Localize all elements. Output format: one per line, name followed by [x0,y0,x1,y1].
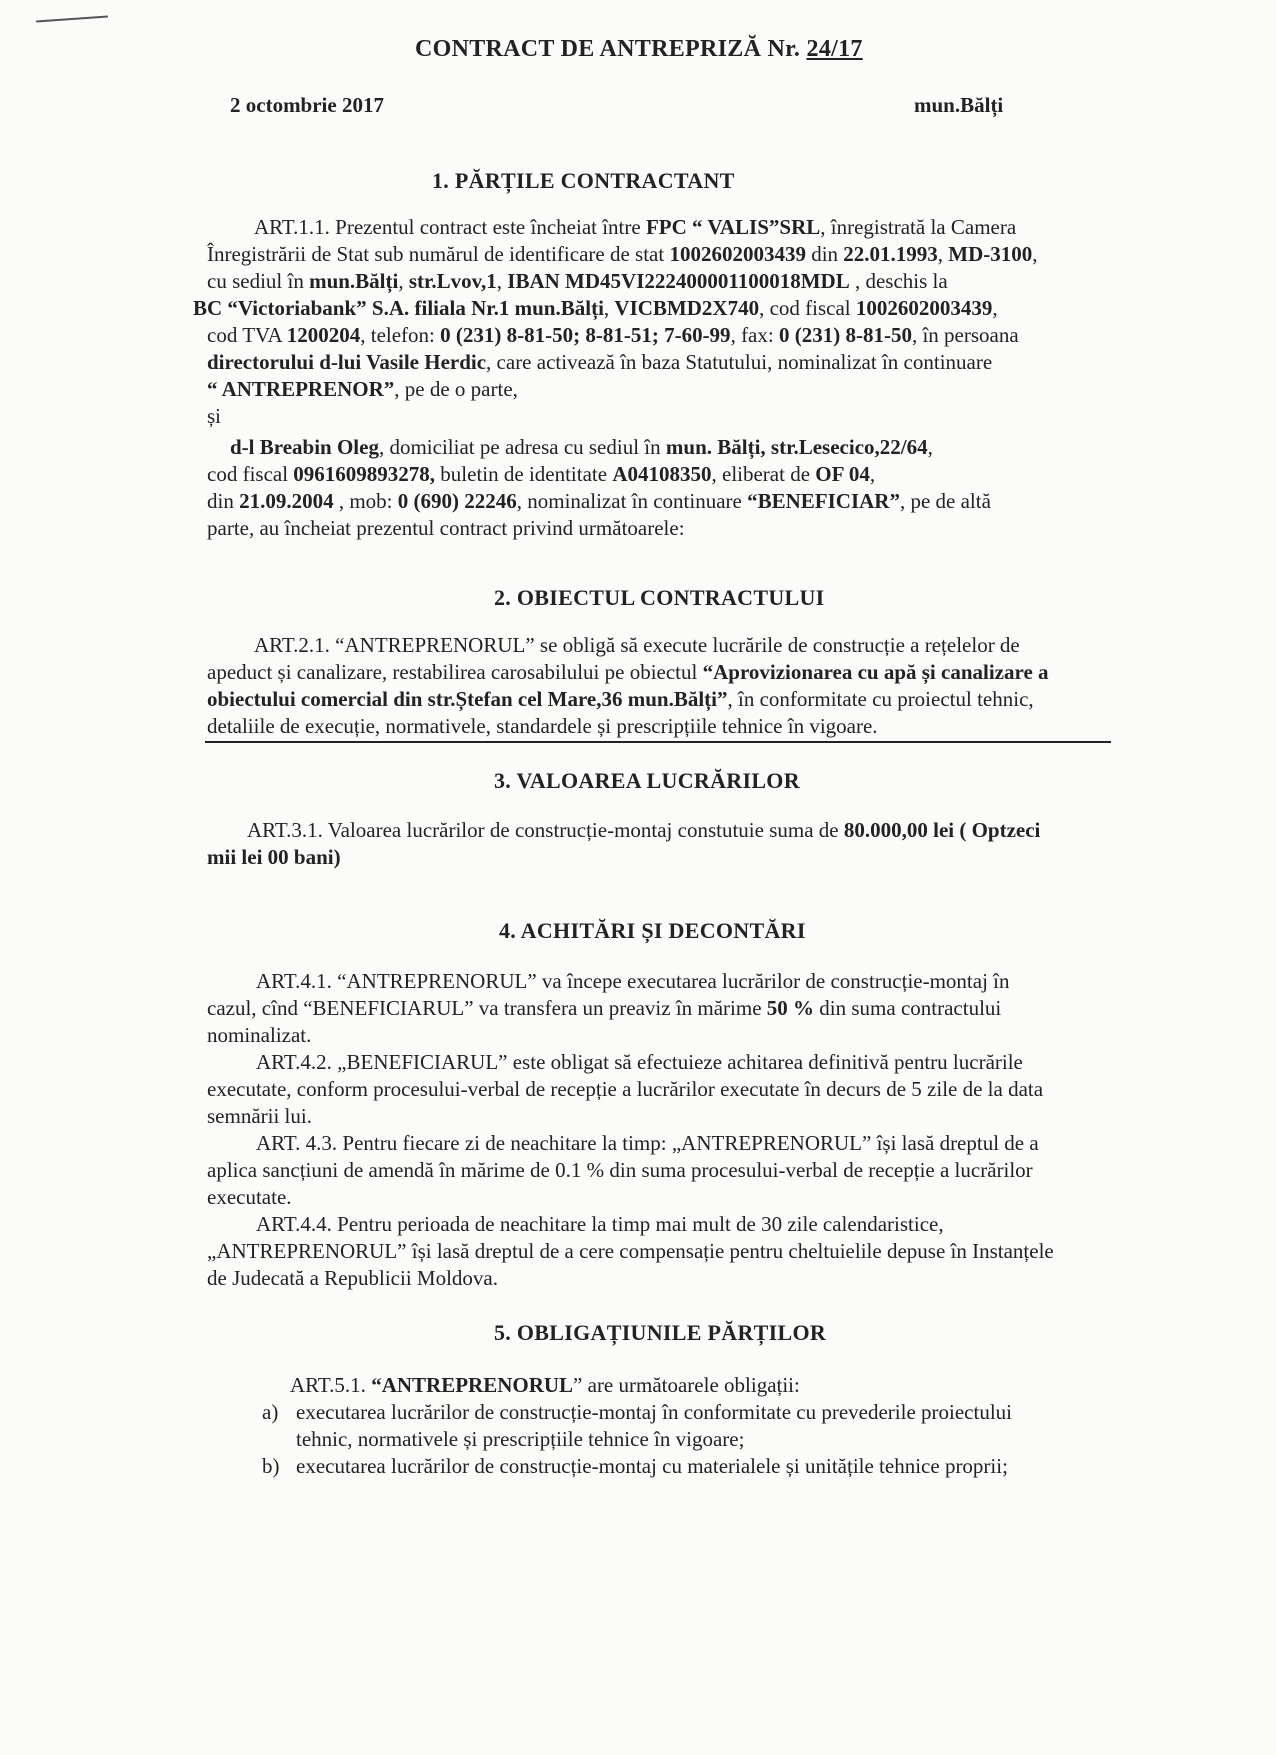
art-4-4-line-2: „ANTREPRENORUL” își lasă dreptul de a cere compensație pentru cheltuielile depuse în Instanțele [207,1239,1054,1263]
section-5-heading: 5. OBLIGAȚIUNILE PĂRȚILOR [494,1320,827,1345]
list-marker-b: b) [262,1454,280,1478]
art-4-2-line-3: semnării lui. [207,1104,312,1128]
art-2-1-line-4: detaliile de execuție, normativele, standardele și prescripțiile tehnice în vigoare. [207,714,878,738]
art-1-1-line-1: ART.1.1. Prezentul contract este încheiat între FPC “ VALIS”SRL, înregistrată la Camera [254,215,1017,239]
art-2-1-line-2: apeduct și canalizare, restabilirea carosabilului pe obiectul “Aprovizionarea cu apă și canalizare a [207,660,1049,684]
scan-mark [36,15,108,22]
obligation-a-line-1: executarea lucrărilor de construcție-montaj în conformitate cu prevederile proiectului [296,1400,1012,1424]
art-4-1-line-1: ART.4.1. “ANTREPRENORUL” va începe executarea lucrărilor de construcție-montaj în [256,969,1010,993]
contract-number: 24/17 [806,36,863,62]
art-1-1-line-11: din 21.09.2004 , mob: 0 (690) 22246, nominalizat în continuare “BENEFICIAR”, pe de altă [207,489,991,513]
title-text: CONTRACT DE ANTREPRIZĂ Nr. [415,36,801,62]
art-1-1-line-8: și [207,404,222,428]
art-3-1-line-2: mii lei 00 bani) [207,845,341,869]
section-1-heading: 1. PĂRȚILE CONTRACTANT [432,168,735,193]
obligation-b-line-1: executarea lucrărilor de construcție-montaj cu materialele și unitățile tehnice proprii; [296,1454,1008,1478]
art-5-1-line-1: ART.5.1. “ANTREPRENORUL” are următoarele obligații: [290,1373,800,1397]
art-1-1-line-2: Înregistrării de Stat sub numărul de identificare de stat 1002602003439 din 22.01.1993, MD-3100, [207,242,1038,266]
art-1-1-line-12: parte, au încheiat prezentul contract privind următoarele: [207,516,685,540]
contract-date: 2 octombrie 2017 [230,93,384,117]
art-1-1-line-10: cod fiscal 0961609893278, buletin de identitate A04108350, eliberat de OF 04, [207,462,876,486]
art-4-1-line-2: cazul, cînd “BENEFICIARUL” va transfera un preaviz în mărime 50 % din suma contractului [207,996,1002,1020]
art-4-3-line-2: aplica sancțiuni de amendă în mărime de 0.1 % din suma procesului-verbal de recepție a lucrărilor [207,1158,1033,1182]
section-4-heading: 4. ACHITĂRI ȘI DECONTĂRI [499,918,806,943]
contract-city: mun.Bălți [914,93,1004,117]
section-3-heading: 3. VALOAREA LUCRĂRILOR [494,768,800,793]
art-3-1-line-1: ART.3.1. Valoarea lucrărilor de construcție-montaj constutuie suma de 80.000,00 lei ( Optzeci [247,818,1041,842]
art-4-4-line-1: ART.4.4. Pentru perioada de neachitare la timp mai mult de 30 zile calendaristice, [256,1212,944,1236]
section-2-heading: 2. OBIECTUL CONTRACTULUI [494,585,825,610]
art-4-1-line-3: nominalizat. [207,1023,312,1047]
art-4-2-line-2: executate, conform procesului-verbal de recepție a lucrărilor executate în decurs de 5 zile de la data [207,1077,1044,1101]
document-title [415,34,863,64]
art-1-1-line-4: BC “Victoriabank” S.A. filiala Nr.1 mun.Bălți, VICBMD2X740, cod fiscal 1002602003439, [193,296,998,320]
art-1-1-line-3: cu sediul în mun.Bălți, str.Lvov,1, IBAN MD45VI222400001100018MDL , deschis la [207,269,948,293]
art-4-3-line-1: ART. 4.3. Pentru fiecare zi de neachitare la timp: „ANTREPRENORUL” își lasă dreptul de a [256,1131,1039,1155]
list-marker-a: a) [262,1400,279,1424]
art-4-3-line-3: executate. [207,1185,292,1209]
art-1-1-line-7: “ ANTREPRENOR”, pe de o parte, [207,377,518,401]
art-4-2-line-1: ART.4.2. „BENEFICIARUL” este obligat să efectuieze achitarea definitivă pentru lucrările [256,1050,1023,1074]
art-1-1-line-6: directorului d-lui Vasile Herdic, care activează în baza Statutului, nominalizat în continuare [207,350,993,374]
art-1-1-line-9: d-l Breabin Oleg, domiciliat pe adresa cu sediul în mun. Bălți, str.Lesecico,22/64, [230,435,933,459]
obligation-a-line-2: tehnic, normativele și prescripțiile tehnice în vigoare; [296,1427,745,1451]
art-4-4-line-3: de Judecată a Republicii Moldova. [207,1266,498,1290]
art-2-1-line-1: ART.2.1. “ANTREPRENORUL” se obligă să execute lucrările de construcție a rețelelor de [254,633,1020,657]
art-1-1-line-5: cod TVA 1200204, telefon: 0 (231) 8-81-50; 8-81-51; 7-60-99, fax: 0 (231) 8-81-50, în persoana [207,323,1019,347]
section-divider [205,741,1111,743]
art-2-1-line-3: obiectului comercial din str.Ștefan cel Mare,36 mun.Bălți”, în conformitate cu proiectul tehnic, [207,687,1034,711]
